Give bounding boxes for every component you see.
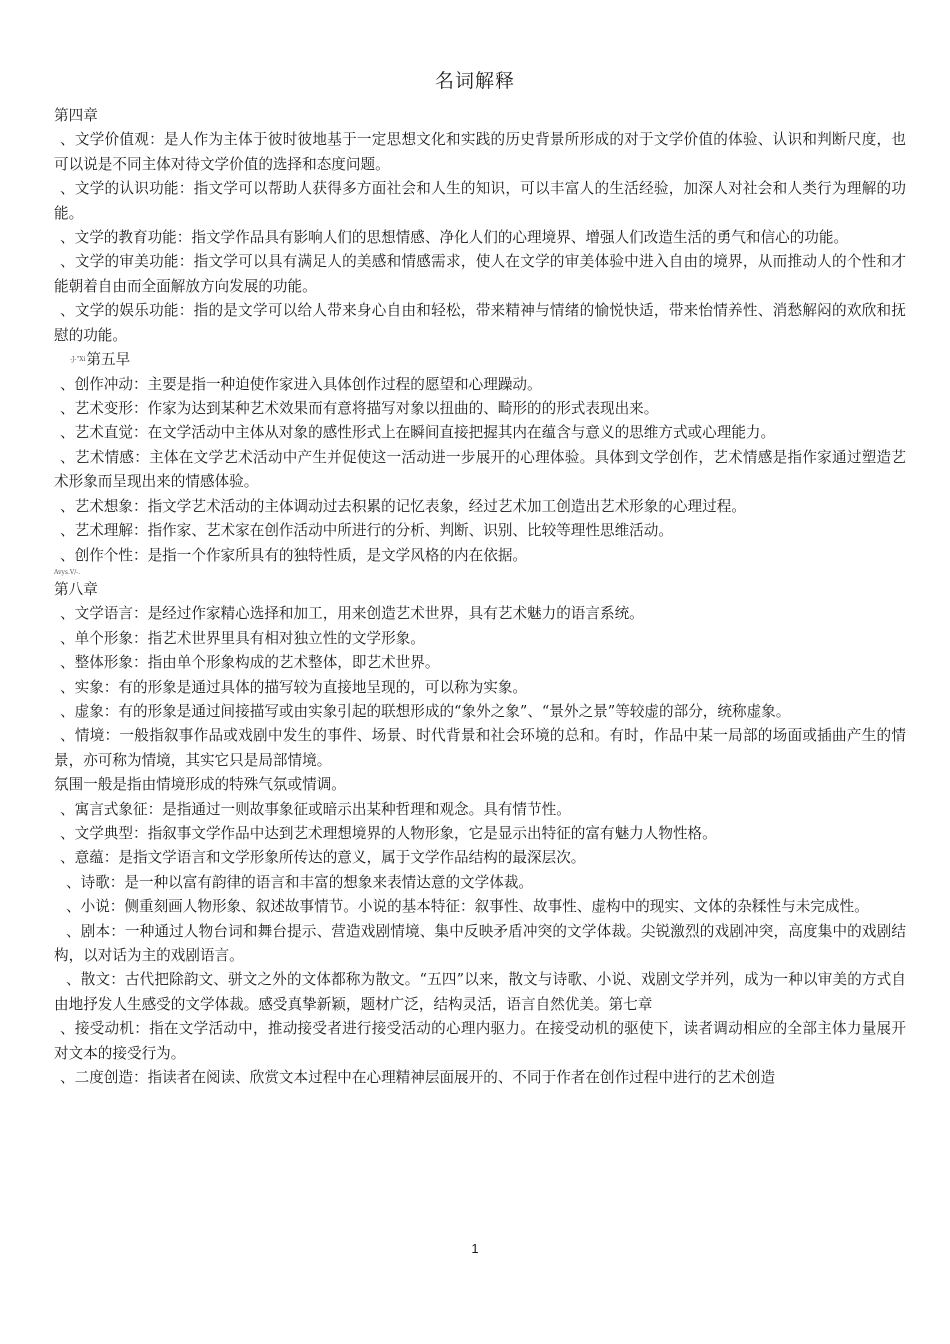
paragraph-text: 、二度创造：指读者在阅读、欣赏文本过程中在心理精神层面展开的、不同于作者在创作过程中进行的艺术创造	[60, 1069, 776, 1087]
paragraph-text: 氛围一般是指由情境形成的特殊气氛或情调。	[54, 776, 346, 794]
document-body	[54, 104, 906, 1090]
paragraph-text: 第八章	[54, 580, 98, 598]
term-paragraph	[54, 128, 906, 177]
paragraph-text: 、接受动机：指在文学活动中，推动接受者进行接受活动的心理内驱力。在接受动机的驱使下，读者调动相应的全部主体力量展开对文本的接受行为。	[54, 1020, 906, 1062]
term-paragraph	[54, 798, 906, 822]
term-paragraph	[54, 544, 906, 568]
paragraph-text: 、文学的认识功能：指文学可以帮助人获得多方面社会和人生的知识，可以丰富人的生活经验，加深人对社会和人类行为理解的功能。	[54, 180, 906, 222]
paragraph-text: 、单个形象：指艺术世界里具有相对独立性的文学形象。	[60, 629, 425, 647]
term-paragraph	[54, 846, 906, 870]
term-paragraph	[54, 968, 906, 1017]
paragraph-text: 、实象：有的形象是通过具体的描写较为直接地呈现的，可以称为实象。	[60, 678, 528, 696]
paragraph-text: 、整体形象：指由单个形象构成的艺术整体，即艺术世界。	[60, 654, 440, 672]
term-paragraph	[54, 373, 906, 397]
scan-artifact-text: Avys.V/-.	[54, 568, 81, 576]
term-paragraph	[54, 519, 906, 543]
paragraph-text: 、文学语言：是经过作家精心选择和加工，用来创造艺术世界，具有艺术魅力的语言系统。	[60, 605, 644, 623]
paragraph-text: 、剧本：一种通过人物台词和舞台提示、营造戏剧情境、集中反映矛盾冲突的文学体裁。尖锐激烈的戏剧冲突，高度集中的戏剧结构，以对话为主的戏剧语言。	[54, 922, 906, 965]
chapter-heading	[54, 348, 906, 373]
paragraph-text: 第四章	[54, 107, 98, 124]
term-paragraph	[54, 495, 906, 519]
term-paragraph	[54, 871, 906, 895]
chapter-heading	[54, 104, 906, 128]
paragraph-text: 、艺术直觉：在文学活动中主体从对象的感性形式上在瞬间直接把握其内在蕴含与意义的思维方式或心理能力。	[60, 424, 776, 442]
term-paragraph	[54, 700, 906, 724]
paragraph-text: 、情境：一般指叙事作品或戏剧中发生的事件、场景、时代背景和社会环境的总和。有时，作品中某一局部的场面或插曲产生的情景，亦可称为情境，其实它只是局部情境。	[54, 727, 906, 769]
term-paragraph	[54, 651, 906, 675]
paragraph-text: 、艺术变形：作家为达到某种艺术效果而有意将描写对象以扭曲的、畸形的的形式表现出来。	[60, 400, 659, 418]
paragraph-text: 、寓言式象征：是指通过一则故事象征或暗示出某种哲理和观念。具有情节性。	[60, 800, 571, 818]
term-paragraph	[54, 724, 906, 773]
paragraph-text: 、艺术理解：指作家、艺术家在创作活动中所进行的分析、判断、识别、比较等理性思维活动。	[60, 522, 673, 540]
term-paragraph	[54, 627, 906, 651]
term-paragraph	[54, 226, 906, 250]
document-title: 名词解释	[434, 70, 515, 92]
page-number: 1	[471, 1241, 479, 1256]
paragraph-text: 、小说：侧重刻画人物形象、叙述故事情节。小说的基本特征：叙事性、故事性、虚构中的现实、文体的杂糅性与未完成性。	[66, 898, 869, 916]
paragraph-text: 、文学典型：指叙事文学作品中达到艺术理想境界的人物形象，它是显示出特征的富有魅力人物性格。	[60, 824, 717, 842]
paragraph-text: 、艺术想象：指文学艺术活动的主体调动过去积累的记忆表象，经过艺术加工创造出艺术形象的心理过程。	[60, 497, 746, 515]
paragraph-text: 、文学价值观：是人作为主体于彼时彼地基于一定思想文化和实践的历史背景所形成的对于文学价值的体验、认识和判断尺度，也可以说是不同主体对待文学价值的选择和态度问题。	[54, 131, 906, 173]
paragraph-text: 、创作冲动：主要是指一种迫使作家进入具体创作过程的愿望和心理躁动。	[60, 375, 542, 393]
term-paragraph	[54, 177, 906, 226]
term-paragraph	[54, 602, 906, 626]
paragraph-text: 、诗歌：是一种以富有韵律的语言和丰富的想象来表情达意的文学体裁。	[66, 873, 534, 891]
scan-artifact-text: -J-"Xi	[70, 356, 86, 364]
term-paragraph	[54, 895, 906, 919]
term-paragraph	[54, 773, 906, 797]
term-paragraph	[54, 676, 906, 700]
paragraph-text: 、文学的审美功能：指文学可以具有满足人的美感和情感需求，使人在文学的审美体验中进入自由的境界，从而推动人的个性和才能朝着自由而全面解放方向发展的功能。	[54, 253, 906, 295]
paragraph-text: 、艺术情感：主体在文学艺术活动中产生并促使这一活动进一步展开的心理体验。具体到文学创作，艺术情感是指作家通过塑造艺术形象而呈现出来的情感体验。	[54, 448, 906, 491]
paragraph-text: 、文学的教育功能：指文学作品具有影响人们的思想情感、净化人们的心理境界、增强人们改造生活的勇气和信心的功能。	[60, 229, 849, 247]
paragraph-text: 、散文：古代把除韵文、骈文之外的文体都称为散文。“五四”以来，散文与诗歌、小说、戏剧文学并列，成为一种以审美的方式自由地抒发人生感受的文学体裁。感受真挚新颖，题材广泛，结构灵活，语言自然优美。第七章	[54, 971, 906, 1013]
term-paragraph	[54, 446, 906, 495]
term-paragraph	[54, 822, 906, 846]
chapter-heading	[54, 578, 906, 602]
paragraph-text: 、文学的娱乐功能：指的是文学可以给人带来身心自由和轻松，带来精神与情绪的愉悦快适，带来怡情养性、消愁解闷的欢欣和抚慰的功能。	[54, 302, 906, 344]
term-paragraph	[54, 250, 906, 299]
paragraph-text: 、意蕴：是指文学语言和文学形象所传达的意义，属于文学作品结构的最深层次。	[60, 849, 586, 867]
paragraph-text: 、虚象：有的形象是通过间接描写或由实象引起的联想形成的“象外之象”、“景外之景”等较虚的部分，统称虚象。	[60, 702, 791, 720]
term-paragraph	[54, 1066, 906, 1090]
paragraph-text: 第五早	[86, 351, 131, 369]
term-paragraph	[54, 299, 906, 348]
paragraph-text: 、创作个性：是指一个作家所具有的独特性质，是文学风格的内在依据。	[60, 546, 528, 564]
term-paragraph	[54, 1017, 906, 1066]
term-paragraph	[54, 920, 906, 969]
term-paragraph	[54, 397, 906, 421]
term-paragraph	[54, 421, 906, 445]
